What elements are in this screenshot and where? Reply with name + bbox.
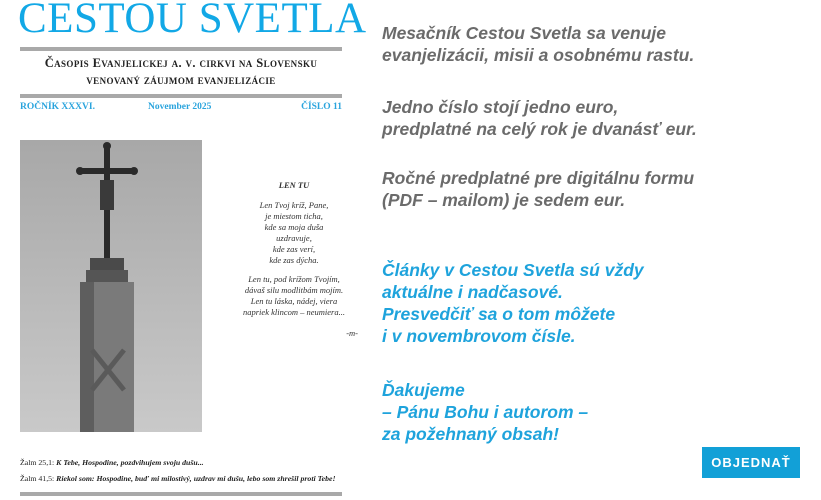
poem-line: dávaš silu modlitbám mojím.: [244, 285, 344, 295]
poem-line: kde sa moja duša: [264, 222, 324, 232]
info-paragraph-about: [382, 22, 694, 66]
divider: [20, 94, 342, 98]
text-line: i v novembrovom čísle.: [382, 326, 576, 346]
order-button[interactable]: OBJEDNAŤ: [702, 447, 800, 478]
issue-number: ČÍSLO 11: [301, 102, 342, 112]
text-line: Ďakujeme: [382, 380, 465, 400]
cross-photo: [20, 140, 202, 432]
magazine-cover[interactable]: [18, 0, 367, 500]
poem: [224, 180, 364, 339]
info-paragraph-articles: [382, 259, 644, 347]
divider: [20, 492, 342, 496]
poem-line: Len tu, pod krížom Tvojím,: [248, 274, 340, 284]
info-paragraph-price: [382, 96, 697, 140]
psalm-quote: [20, 458, 204, 467]
text-line: predplatné na celý rok je dvanásť eur.: [382, 119, 697, 139]
poem-line: kde zas verí,: [272, 244, 316, 254]
psalm-ref: Žalm 41,5:: [20, 474, 55, 483]
poem-line: Len Tvoj kríž, Pane,: [259, 200, 329, 210]
text-line: Presvedčiť sa o tom môžete: [382, 304, 616, 324]
cover-subtitle: venovaný záujmom evanjelizácie: [86, 73, 276, 87]
info-paragraph-thanks: [382, 379, 588, 445]
text-line: za požehnaný obsah!: [382, 424, 559, 444]
magazine-title: CESTOU SVETLA: [18, 0, 367, 42]
poem-title: LEN TU: [278, 180, 310, 190]
info-paragraph-digital: [382, 167, 694, 211]
psalm-text: K Tebe, Hospodine, pozdvihujem svoju dušu...: [56, 458, 204, 467]
poem-signature: -m-: [346, 328, 358, 338]
poem-line: je miestom ticha,: [265, 211, 323, 221]
text-line: Jedno číslo stojí jedno euro,: [382, 97, 619, 117]
text-line: Články v Cestou Svetla sú vždy: [382, 260, 644, 280]
poem-line: napriek klincom – neumiera...: [243, 307, 345, 317]
psalm-quote: [20, 474, 336, 483]
cover-subtitle: Časopis Evanjelickej a. v. cirkvi na Slovensku: [44, 56, 318, 70]
volume: ROČNÍK XXXVI.: [20, 102, 95, 112]
divider: [20, 47, 342, 51]
text-line: Ročné predplatné pre digitálnu formu: [382, 168, 695, 188]
text-line: evanjelizácii, misii a osobnému rastu.: [382, 45, 695, 65]
psalm-text: Riekol som: Hospodine, buď mi milostivý, uzdrav mi dušu, lebo som zhrešil proti Tebe!: [56, 474, 336, 483]
issue-date: November 2025: [148, 102, 212, 112]
poem-line: [224, 266, 364, 274]
psalm-ref: Žalm 25,1:: [20, 458, 55, 467]
text-line: Mesačník Cestou Svetla sa venuje: [382, 23, 667, 43]
text-line: aktuálne i nadčasové.: [382, 282, 563, 302]
poem-line: uzdravuje,: [276, 233, 312, 243]
poem-line: kde zas dýcha.: [269, 255, 319, 265]
poem-line: Len tu láska, nádej, viera: [250, 296, 338, 306]
text-line: (PDF – mailom) je sedem eur.: [382, 190, 626, 210]
text-line: – Pánu Bohu i autorom –: [382, 402, 589, 422]
